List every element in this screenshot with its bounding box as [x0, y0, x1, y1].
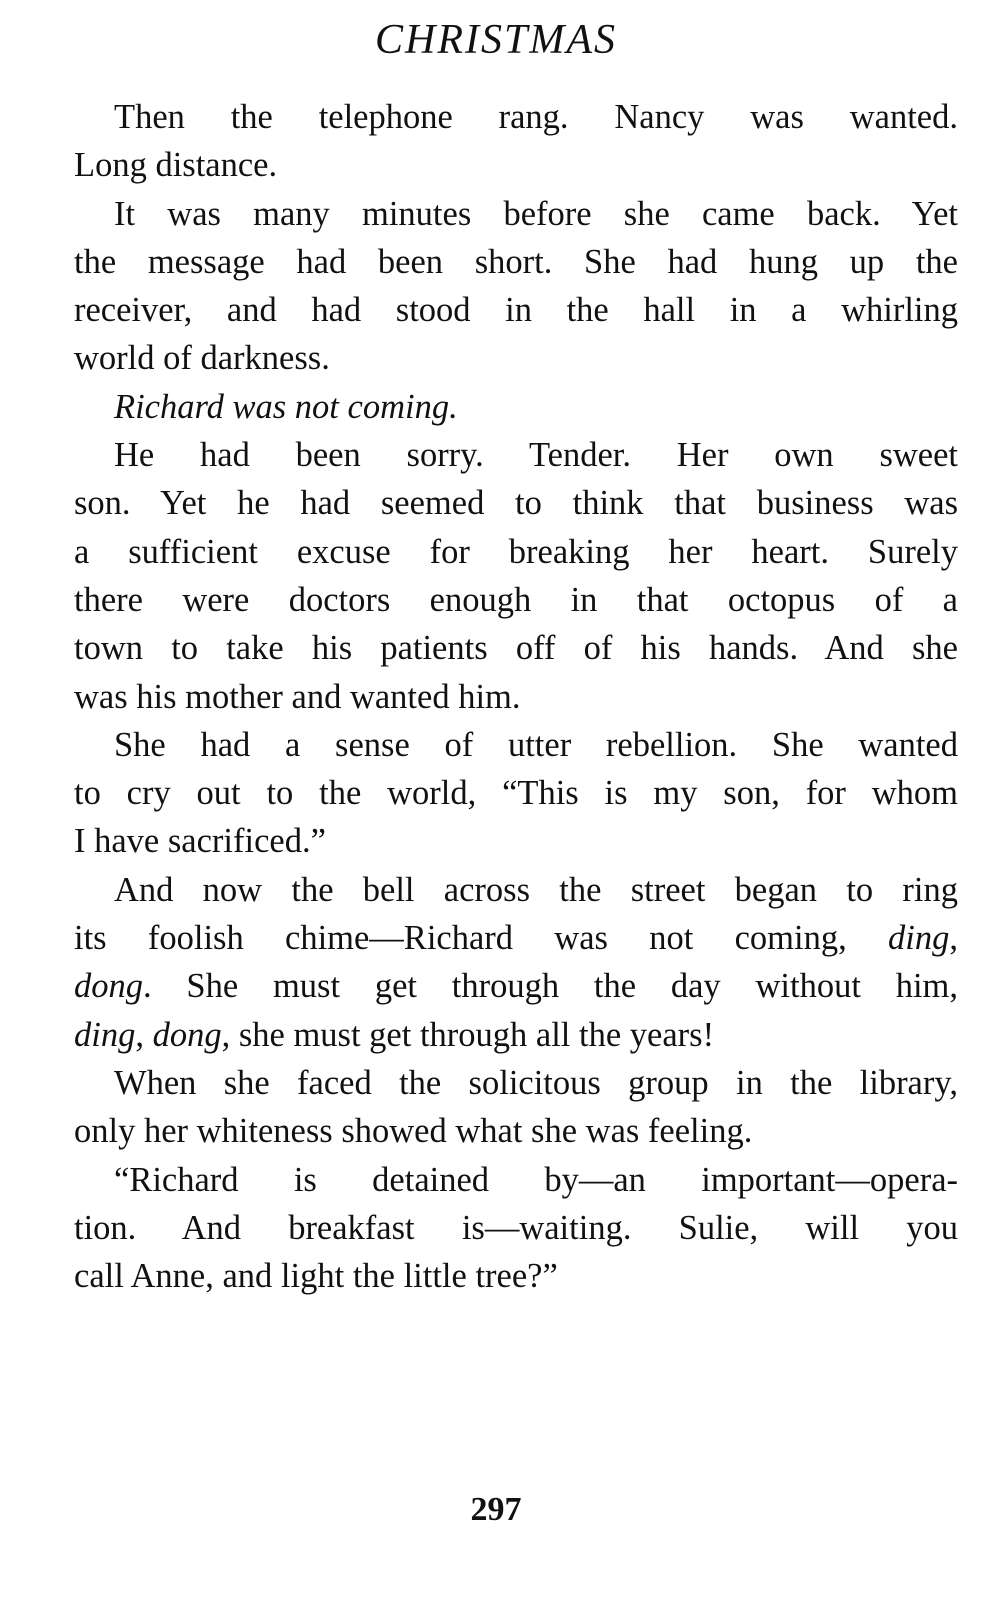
italic-text: dong — [74, 967, 143, 1006]
text-line: When she faced the solicitous group in the library, — [114, 1063, 958, 1102]
text-line: And now the bell across the street began to ring — [114, 870, 958, 909]
text-line: world of darkness. — [74, 339, 330, 378]
text-line: “Richard is detained by—an important—opera- — [114, 1160, 958, 1199]
paragraph-7 — [34, 1059, 958, 1156]
text-line-italic — [34, 383, 958, 431]
text-line: tion. And breakfast is—waiting. Sulie, will you — [74, 1208, 958, 1247]
paragraph-2 — [34, 190, 958, 383]
text-line-mixed: ding, dong, she must get through all the years! — [74, 1015, 715, 1054]
text-line: only her whiteness showed what she was feeling. — [74, 1112, 753, 1151]
paragraph-8 — [34, 1156, 958, 1301]
text-line-mixed: dong. She must get through the day without him, — [74, 967, 958, 1006]
italic-text: dong — [152, 1015, 222, 1054]
text-line: there were doctors enough in that octopus of a — [74, 580, 958, 619]
text-line: He had been sorry. Tender. Her own sweet — [114, 436, 958, 475]
text-line: son. Yet he had seemed to think that business was — [74, 484, 958, 523]
paragraph-6 — [34, 866, 958, 1059]
page-number: 297 — [470, 1491, 522, 1528]
book-page — [34, 0, 958, 1610]
text-line: I have sacrificed.” — [74, 822, 326, 861]
text-line: was his mother and wanted him. — [74, 677, 521, 716]
body-text — [34, 93, 958, 1300]
paragraph-1 — [34, 93, 958, 190]
text-line: Long distance. — [74, 146, 278, 185]
text-line: It was many minutes before she came back. Yet — [114, 194, 958, 233]
italic-text: ding — [888, 919, 950, 958]
text-line: call Anne, and light the little tree?” — [74, 1257, 558, 1296]
text-line: the message had been short. She had hung up the — [74, 242, 958, 281]
text-line: town to take his patients off of his hands. And she — [74, 629, 958, 668]
text-line-mixed: its foolish chime—Richard was not coming, ding, — [74, 919, 958, 958]
running-head: CHRISTMAS — [375, 17, 617, 63]
paragraph-3 — [34, 383, 958, 431]
italic-text: ding — [74, 1015, 136, 1054]
text-line: Then the telephone rang. Nancy was wanted. — [114, 98, 958, 136]
paragraph-5 — [34, 721, 958, 866]
text-line: a sufficient excuse for breaking her heart. Surely — [74, 532, 958, 571]
paragraph-4 — [34, 431, 958, 721]
italic-text: Richard was not coming. — [114, 387, 458, 426]
text-line: to cry out to the world, “This is my son, for whom — [74, 774, 958, 813]
text-line: receiver, and had stood in the hall in a whirling — [74, 291, 958, 330]
text-line: She had a sense of utter rebellion. She wanted — [114, 725, 958, 764]
